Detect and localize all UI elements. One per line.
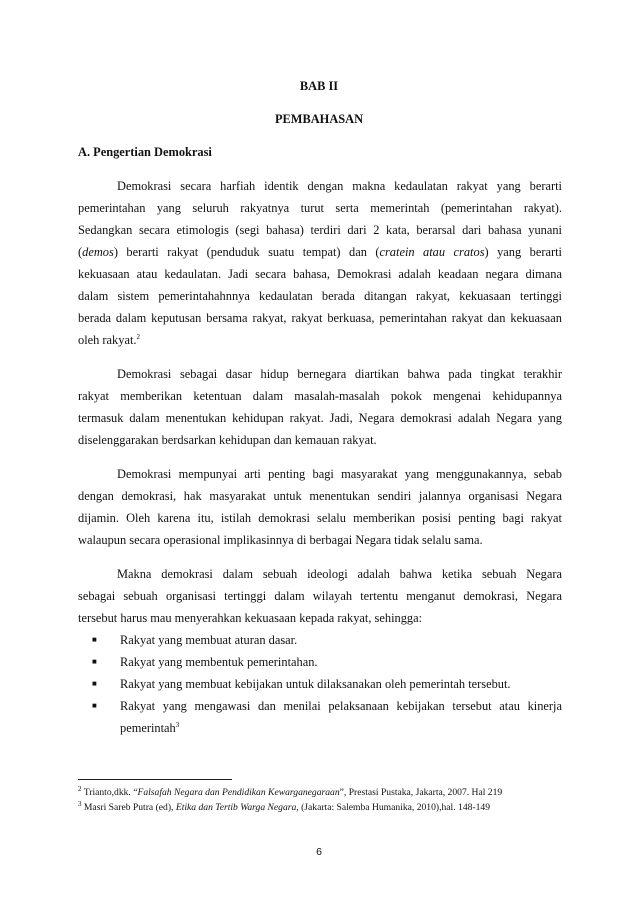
paragraph-line: kekuasaan atau kedaulatan. Jadi secara bahasa, Demokrasi adalah keadaan negara dimana [78, 267, 562, 281]
paragraph-line: Sedangkan secara etimologis (segi bahasa) terdiri dari 2 kata, berarsal dari bahasa yunani [78, 223, 562, 237]
footnote-text: Masri Sareb Putra (ed), [83, 802, 176, 813]
chapter-label: BAB II [299, 79, 339, 93]
footnote-ref: 3 [175, 720, 180, 729]
paragraph-line: Demokrasi secara harfiah identik dengan makna kedaulatan rakyat yang berarti [117, 179, 562, 193]
paragraph-text: oleh rakyat. [78, 333, 137, 347]
list-item-text: Rakyat yang membuat aturan dasar. [120, 633, 298, 647]
paragraph-line: dalam sistem pemerintahahnnya kedaulatan berada ditangan rakyat, kekuasaan tertinggi [78, 289, 562, 303]
paragraph-line [78, 332, 562, 348]
paragraph-line: termasuk dalam menentukan kehidupan rakyat. Jadi, Negara demokrasi adalah Negara yang [78, 411, 562, 425]
footnote-number: 3 [78, 799, 82, 808]
paragraph-line: sebagai sebuah organisasi tertinggi dalam wilayah tertentu menganut demokrasi, Negara [78, 589, 562, 603]
list-item-text: Rakyat yang membentuk pemerintahan. [120, 655, 318, 669]
paragraph-line: Demokrasi mempunyai arti penting bagi masyarakat yang menggunakannya, sebab [117, 467, 562, 481]
footnote-text: (Jakarta: Salemba Humanika, 2010),hal. 148-149 [298, 802, 490, 813]
paragraph-line: berada dalam keputusan bersama rakyat, rakyat berkuasa, pemerintahan rakyat dan kekuasaan [78, 311, 562, 325]
paragraph-line: pemerintahan yang seluruh rakyatnya turut serta memerintah (pemerintahan rakyat). [78, 201, 562, 215]
footnote-ref: 2 [136, 332, 140, 341]
paragraph-line: walaupun secara operasional implikasinnya di berbagai Negara tidak selalu sama. [78, 533, 483, 547]
footnote-title: Etika dan Tertib Warga Negara, [175, 802, 299, 813]
footnote [78, 799, 490, 814]
paragraph-line: dengan demokrasi, hak masyarakat untuk menentukan sendiri jalannya organisasi Negara [78, 489, 562, 503]
footnote-separator [78, 779, 232, 780]
continuation-text: pemerintah [120, 721, 176, 735]
square-bullet-icon: ■ [92, 701, 97, 710]
square-bullet-icon: ■ [92, 657, 97, 666]
latin-term: cratein atau cratos [379, 245, 485, 259]
footnote-number: 2 [78, 784, 82, 793]
square-bullet-icon: ■ [92, 635, 97, 644]
list-item-text: Rakyat yang membuat kebijakan untuk dilaksanakan oleh pemerintah tersebut. [120, 677, 511, 691]
square-bullet-icon: ■ [92, 679, 97, 688]
footnote-text: ”, Prestasi Pustaka, Jakarta, 2007. Hal 219 [339, 787, 503, 798]
list-item-text: Rakyat yang mengawasi dan menilai pelaksanaan kebijakan tersebut atau kinerja [120, 699, 562, 713]
paragraph-line: (demos) berarti rakyat (penduduk suatu tempat) dan (cratein atau cratos) yang berarti [78, 245, 562, 259]
footnote [78, 784, 503, 799]
section-heading: A. Pengertian Demokrasi [78, 145, 212, 159]
page-number: 6 [316, 846, 322, 858]
list-item-text [120, 720, 562, 736]
paragraph-line: tersebut harus mau menyerahkan kekuasaan kepada rakyat, sehingga: [78, 611, 423, 625]
footnote-title: Falsafah Negara dan Pendidikan Kewarganegaraan [137, 787, 340, 798]
paragraph-line: Demokrasi sebagai dasar hidup bernegara diartikan bahwa pada tingkat terakhir [117, 367, 562, 381]
paragraph-line: diselenggarakan berdsarkan kehidupan dan kemauan rakyat. [78, 433, 377, 447]
footnote-text: Trianto,dkk. “ [83, 787, 138, 798]
chapter-title: PEMBAHASAN [274, 112, 364, 126]
paragraph-line: rakyat memberikan ketentuan dalam masalah-masalah pokok mengenai kehidupannya [78, 389, 562, 403]
paragraph-line: Makna demokrasi dalam sebuah ideologi adalah bahwa ketika sebuah Negara [117, 567, 562, 581]
paragraph-line: dijamin. Oleh karena itu, istilah demokrasi selalu memberikan posisi penting bagi rakyat [78, 511, 562, 525]
latin-term: demos [82, 245, 114, 259]
